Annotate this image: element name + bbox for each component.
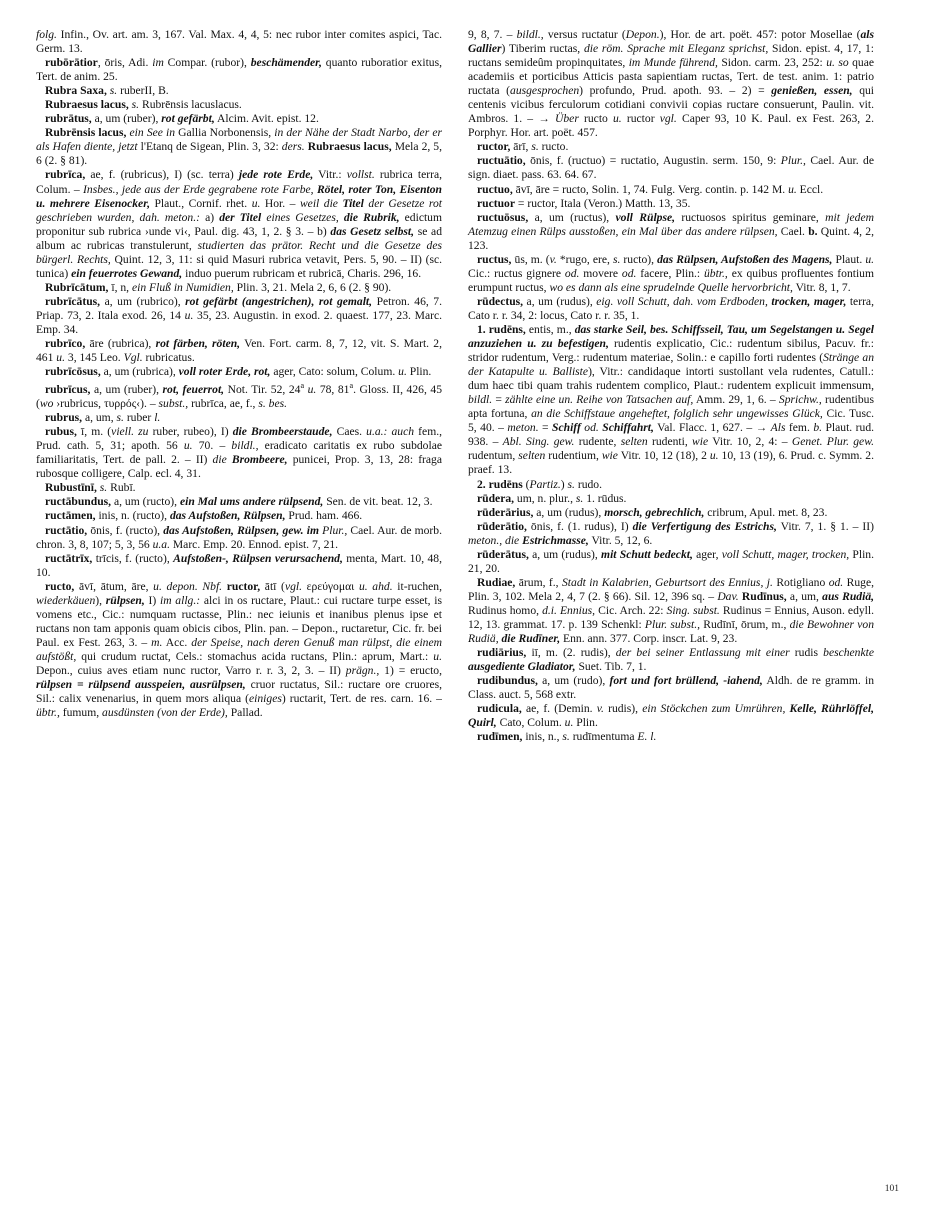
dictionary-entry: rūdera, um, n. plur., s. 1. rūdus. [477, 491, 627, 505]
dictionary-entry: rudicula, ae, f. (Demin. v. rudis), ein Stöckchen zum Umrühren, Kelle, Rührlöffel, Quirl, Cato, Colum. u. Plin. [468, 702, 874, 730]
left-text-column [36, 28, 442, 1168]
dictionary-entry: ructātrīx, trīcis, f. (ructo), Aufstoßen-, Rülpsen verursachend, menta, Mart. 10, 48, 10. [36, 551, 442, 579]
dictionary-entry: rudibundus, a, um (rudo), fort und fort brüllend, -iahend, Aldh. de re gramm. in Class. auct. 5, 568 extr. [468, 674, 874, 702]
dictionary-entry: ructābundus, a, um (ructo), ein Mal ums andere rülpsend, Sen. de vit. beat. 12, 3. [45, 495, 433, 509]
dictionary-entry: rubus, ī, m. (viell. zu ruber, rubeo), I) die Brombeerstaude, Caes. u.a.: auch fem., Prud. cath. 5, 31; apoth. 56 u. 70. – bildl., eradicato caritatis ex rubo subdolae familiaritatis, Tert. de pall. 2. – II) die Brombeere, punicei, Prop. 3, 13, 28: fraga rubosque colligere, Calp. ecl. 4, 31. [36, 425, 443, 481]
two-column-layout [36, 28, 899, 1168]
dictionary-entry: rubrātus, a, um (ruber), rot gefärbt, Alcim. Avit. epist. 12. [45, 112, 319, 126]
dictionary-entry: ructuōsus, a, um (ructus), voll Rülpse, ructuosos spiritus geminare, mit jedem Atemzug einen Rülps ausstoßen, ein Mal über das andere rülpsen, Cael. b. Quint. 4, 2, 123. [468, 210, 874, 252]
dictionary-entry: ructuātio, ōnis, f. (ructuo) = ructatio, Augustin. serm. 150, 9: Plur., Cael. Aur. de sign. diaet. pass. 63. 64. 67. [468, 154, 875, 182]
dictionary-entry: rūderātio, ōnis, f. (1. rudus), I) die Verfertigung des Estrichs, Vitr. 7, 1. § 1. – II) meton., die Estrichmasse, Vitr. 5, 12, 6. [468, 519, 874, 547]
dictionary-entry: Rubrīcātum, ī, n, ein Fluß in Numidien, Plin. 3, 21. Mela 2, 6, 6 (2. § 90). [45, 280, 392, 294]
dictionary-entry: rubrus, a, um, s. ruber l. [45, 411, 161, 425]
dictionary-entry: rudīmen, inis, n., s. rudīmentuma E. l. [477, 730, 657, 744]
page-number: 101 [884, 1184, 899, 1194]
dictionary-entry: ructuo, āvī, āre = ructo, Solin. 1, 74. Fulg. Verg. contin. p. 142 M. u. Eccl. [477, 182, 824, 196]
dictionary-entry: ructātio, ōnis, f. (ructo), das Aufstoßen, Rülpsen, gew. im Plur., Cael. Aur. de morb. chron. 3, 8, 107; 5, 3, 56 u.a. Marc. Emp. 20. Ennod. epist. 7, 21. [36, 523, 442, 551]
dictionary-entry: Rubraesus lacus, s. Rubrēnsis lacuslacus. [45, 98, 242, 112]
dictionary-entry: rūderātus, a, um (rudus), mit Schutt bedeckt, ager, voll Schutt, mager, trocken, Plin. 21, 20. [468, 547, 874, 575]
right-text-column [468, 28, 874, 1168]
dictionary-entry: Rudiae, ārum, f., Stadt in Kalabrien, Geburtsort des Ennius, j. Rotigliano od. Ruge, Plin. 3, 102. Mela 2, 4, 7 (2. § 66). Sil. 12, 396 sq. – Dav. Rudīnus, a, um, aus Rudiä, Rudinus homo, d.i. Ennius, Cic. Arch. 22: Sing. subst. Rudinus = Ennius, Auson. edyll. 12, 13. grammat. 17. p. 139 Schenkl: Plur. subst., Rudīnī, ōrum, m., die Bewohner von Rudiä, die Rudīner, Enn. ann. 377. Corp. inscr. Lat. 9, 23. [468, 575, 875, 646]
dictionary-entry: rubrīcus, a, um (ruber), rot, feuerrot, Not. Tir. 52, 24$^a$ u. 78, 81$^a$. Gloss. II, 426, 45 (wo ›rubricus, τυρρός‹). – subst., rubrīca, ae, f., s. bes. [36, 381, 442, 411]
dictionary-entry: rubrīcōsus, a, um (rubrica), voll roter Erde, rot, ager, Cato: solum, Colum. u. Plin. [45, 365, 432, 379]
dictionary-entry: Rubra Saxa, s. ruberII, B. [45, 84, 169, 98]
dictionary-entry: rubrīco, āre (rubrica), rot färben, röten, Ven. Fort. carm. 8, 7, 12, vit. S. Mart. 2, 461 u. 3, 145 Leo. Vgl. rubricatus. [36, 337, 442, 365]
dictionary-entry: rubōrātior, ōris, Adi. im Compar. (rubor), beschämender, quanto ruboratior exitus, Tert. de anim. 25. [36, 56, 442, 84]
dictionary-entry: 2. rudēns (Partiz.) s. rudo. [477, 477, 603, 491]
dictionary-entry: rūderārius, a, um (rudus), morsch, gebrechlich, cribrum, Apul. met. 8, 23. [477, 505, 828, 519]
dictionary-entry: Rubrēnsis lacus, ein See in Gallia Norbonensis, in der Nähe der Stadt Narbo, der er als Hafen diente, jetzt l'Etanq de Sigean, Plin. 3, 32: ders. Rubraesus lacus, Mela 2, 5, 6 (2. § 81). [36, 126, 443, 168]
dictionary-entry: rubrīcātus, a, um (rubrico), rot gefärbt (angestrichen), rot gemalt, Petron. 46, 7. Priap. 73, 2. Itala exod. 26, 14 u. 35, 23. Augustin. in exod. 2. quaest. 177, 23. Marc. Emp. 34. [36, 294, 442, 336]
dictionary-entry: ructāmen, inis, n. (ructo), das Aufstoßen, Rülpsen, Prud. ham. 466. [45, 509, 363, 523]
dictionary-entry: rudiārius, iī, m. (2. rudis), der bei seiner Entlassung mit einer rudis beschenkte ausgediente Gladiator, Suet. Tib. 7, 1. [468, 646, 874, 674]
dictionary-entry: 9, 8, 7. – bildl., versus ructatur (Depon.), Hor. de art. poët. 457: potor Mosellae (als Gallier) Tiberim ructas, die röm. Sprache mit Eleganz sprichst, Sidon. epist. 4, 17, 1: ructans semideûm propinquitates, im Munde führend, Sidon. carm. 23, 252: u. so quae academiis et porticibus Atticis pasta sapientiam ructas, Tert. de test. anim. 1: patrio ructata (ausgesprochen) profundo, Prud. apoth. 93. – 2) = genießen, essen, qui centenis vicibus ferculorum cotidiani convivii copias ructare consuerunt, Paulin. vit. Ambros. 1. – → Über ructo u. ructor vgl. Caper 93, 10 K. Paul. ex Fest. 263, 2. Porphyr. Hor. art. poët. 457. [468, 28, 875, 140]
dictionary-entry: ructus, ūs, m. (v. *rugo, ere, s. ructo), das Rülpsen, Aufstoßen des Magens, Plaut. u. Cic.: ructus gignere od. movere od. facere, Plin.: übtr., ex quibus profluentes fontium erumpunt ructus, wo es dann als eine sprudelnde Quelle hervorbricht, Vitr. 8, 1, 7. [468, 252, 875, 294]
dictionary-entry: 1. rudēns, entis, m., das starke Seil, bes. Schiffsseil, Tau, um Segelstangen u. Segel anzuziehen u. zu befestigen, rudentis explicatio, Cic.: rudentum sibilus, Pacuv. fr.: stridor rudentum, Verg.: rudentum materiae, Solin.: e capillo forti rudentes (Stränge an der Katapulte u. Balliste), Vitr.: candidaque intorti sustollant vela rudentes, Catull.: dum haec tibi quam trahis rudentem complico, Plaut.: rudentem explicuit immensum, bildl. = zählte eine un. Reihe von Tatsachen auf, Amm. 29, 1, 6. – Sprichw., rudentibus apta fortuna, an die Schiffstaue angeheftet, folglich sehr ungewisses Glück, Cic. Tusc. 5, 40. – meton. = Schiff od. Schiffahrt, Val. Flacc. 1, 627. – → Als fem. b. Plaut. rud. 938. – Abl. Sing. gew. rudente, selten rudenti, wie Vitr. 10, 2, 4: – Genet. Plur. gew. rudentum, selten rudentium, wie Vitr. 10, 12 (18), 2 u. 10, 13 (19), 6. Prud. c. Symm. 2. praef. 13. [468, 322, 875, 477]
dictionary-entry: ructuor = ructor, Itala (Veron.) Matth. 13, 35. [477, 196, 691, 210]
dictionary-entry: rubrīca, ae, f. (rubricus), I) (sc. terra) jede rote Erde, Vitr.: vollst. rubrica terra, Colum. – Insbes., jede aus der Erde gegrabene rote Farbe, Rötel, roter Ton, Eisenton u. mehrere Eisenocker, Plaut., Cornif. rhet. u. Hor. – weil die Titel der Gesetze rot geschrieben wurden, dah. meton.: a) der Titel eines Gesetzes, die Rubrik, edictum proponitur sub rubrica ›unde vi‹, Paul. dig. 43, 1, 2. § 3. – b) das Gesetz selbst, se ad album ac rubricas transtulerunt, studierten das prätor. Recht und die Gesetze des bürgerl. Rechts, Quint. 12, 3, 11: si quid Masuri rubrica vetavit, Pers. 5, 90. – II) (sc. tunica) ein feuerrotes Gewand, induo puerum rubricam et rubricā, Charis. 296, 16. [36, 168, 443, 280]
dictionary-entry: Rubustīnī, s. Rubī. [45, 481, 136, 495]
dictionary-entry: ructo, āvī, ātum, āre, u. depon. Nbf. ructor, ātī (vgl. ερεύγομαι u. ahd. it-ruchen, wiederkäuen), rülpsen, I) im allg.: alci in os ructare, Plaut.: cui ructare turpe esset, is vomens etc., Cic.: numquam ructasse, Plin.: nec ieiunis et inanibus plenus ipse et ructans non tam apponis quam obicis cibos, Plin. pan. – Depon., ructaretur, Cic. fr. bei Paul. ex Fest. 263, 3. – m. Acc. der Speise, nach deren Genuß man rülpst, die einem aufstößt, qui crudum ructat, Cels.: stomachus acida ructans, Plin.: aprum, Mart.: u. Depon., cuius aves etiam nunc ructor, Varro r. r. 3, 2, 3. – II) prägn., 1) = eructo, rülpsen = rülpsend ausspeien, ausrülpsen, cruor ructatus, Sil.: ructare ore cruores, Sil.: calix venenarius, in quem mors aliqua (einiges) ructarit, Tert. de res. carn. 16. – übtr., fumum, ausdünsten (von der Erde), Pallad. [36, 579, 443, 720]
dictionary-entry: rūdectus, a, um (rudus), eig. voll Schutt, dah. vom Erdboden, trocken, mager, terra, Cato r. r. 34, 2: locus, Cato r. r. 35, 1. [468, 294, 874, 322]
dictionary-entry: folg. Infin., Ov. art. am. 3, 167. Val. Max. 4, 4, 5: nec rubor inter comites aspici, Tac. Germ. 13. [36, 28, 442, 56]
dictionary-entry: ructor, ārī, s. ructo. [477, 140, 569, 154]
